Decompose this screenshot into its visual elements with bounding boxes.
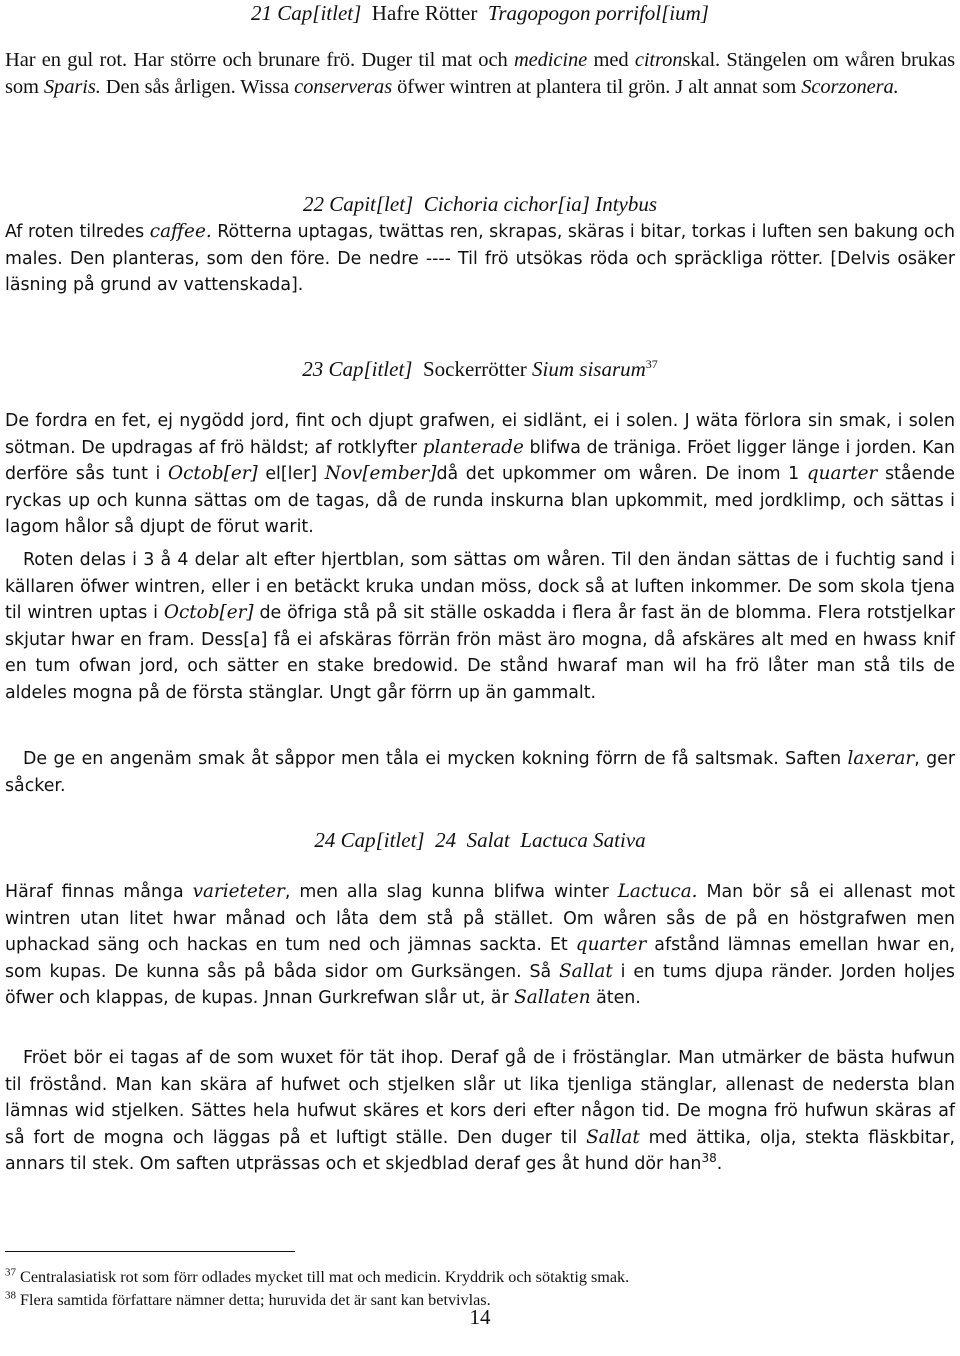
chapter-23-heading	[0, 356, 960, 382]
chapter-number: 21 Cap[itlet]	[251, 1, 362, 25]
chapter-23-paragraph-2: Roten delas i 3 å 4 delar alt efter hjertblan, som sättas om wåren. Til den ändan sättas de i fuchtig sand i källaren öfwer wintren, eller i en betäckt kruka undan möss, dock så at luften inkommer. De som skola tjena til wintren uptas i Octob[er] de öfriga stå på sit ställe oskadda i flera år fast än de blomma. Flera rotstjelkar skjutar hwar en fram. Dess[a] få ei afskäras förrän frön mäst äro mogna, då afskäres alt med en hwass knif en tum ofwan jord, och sätter en stake bredowid. De stånd hwaraf man wil ha frö låter man stå tils de aldeles mogna på de första stänglar. Ungt går förrn up än gammalt.	[5, 550, 955, 703]
chapter-24-paragraph-2: Fröet bör ei tagas af de som wuxet för tät ihop. Deraf gå de i fröstänglar. Man utmärker de bästa hufwun til fröstånd. Man kan skära af hufwet och stjelken slår ut lika tjenliga stänglar, allenast de nedersta blan lämnas wid stjelken. Sättes hela hufwut skäres et kors deri efter någon tid. De mogna frö hufwun skäras af så fort de mogna och läggas på et luftigt ställe. Den duger til Sallat med ättika, olja, stekta fläskbitar, annars til stek. Om saften utprässas och et skjedblad deraf ges åt hund dör han$^{38}$.	[5, 1048, 955, 1175]
page-number: 14	[469, 1305, 491, 1329]
footnote-text: Centralasiatisk rot som förr odlades mycket till mat och medicin. Kryddrik och sötaktig smak.	[20, 1268, 630, 1286]
chapter-22-heading	[0, 191, 960, 217]
footnote-ref: 37	[645, 357, 658, 371]
footnote-text: Flera samtida författare nämner detta; huruvida det är sant kan betvivlas.	[20, 1291, 491, 1309]
latin-name: Cichoria cichor[ia] Intybus	[423, 192, 658, 216]
plant-name: Salat	[466, 828, 510, 852]
footnote-ref: 38	[701, 1151, 717, 1166]
chapter-24-paragraph-1: Häraf finnas många varieteter, men alla slag kunna blifwa winter Lactuca. Man bör så ei allenast mot wintren utan litet hwar månad och låta dem stå på stället. Om wåren sås de på en höstgrafwen men uphackad säng och hackas en tum ned och jämnas sackta. Et quarter afstånd lämnas emellan hwar en, som kupas. De kunna sås på båda sidor om Gurksängen. Så Sallat i en tums djupa ränder. Jorden holjes öfwer och klappas, de kupas. Jnnan Gurkrefwan slår ut, är Sallaten äten.	[5, 881, 956, 1009]
chapter-21-paragraph: Har en gul rot. Har större och brunare frö. Duger til mat och medicine med citronskal. Stängelen om wåren brukas som Sparis. Den sås årligen. Wissa conserveras öfwer wintren at plantera til grön. J alt annat som Scorzonera.	[5, 49, 955, 98]
chapter-24-heading	[0, 827, 960, 853]
chapter-23-paragraph-1: De fordra en fet, ej nygödd jord, fint och djupt grafwen, ei sidlänt, ei i solen. J wäta förlora sin smak, i solen sötman. De updragas af frö häldst; af rotklyfter planterade blifwa de träniga. Fröet ligger länge i jorden. Kan derföre sås tunt i Octob[er] el[ler] Nov[ember]då det upkommer om wåren. De inom 1 quarter stående ryckas up och kunna sättas om de tagas, då de runda inskurna blan upkommit, med jordklimp, och sättas i lagom hålor så djupt de förut warit.	[5, 411, 955, 538]
chapter-22-paragraph: Af roten tilredes caffee. Rötterna uptagas, twättas ren, skrapas, skäras i bitar, torkas i luften sen bakung och males. Den planteras, som den före. De nedre ---- Til frö utsökas röda och spräckliga rötter. [Delvis osäker läsning på grund av vattenskada].	[5, 221, 955, 296]
chapter-number: 23 Cap[itlet]	[302, 357, 413, 381]
chapter-number: 24 Cap[itlet]	[314, 828, 425, 852]
footnote-divider	[5, 1251, 295, 1252]
chapter-number: 22 Capit[let]	[302, 192, 414, 216]
footnote-number: 38	[5, 1289, 16, 1302]
chapter-21-heading	[0, 0, 960, 26]
plant-name: Sockerrötter	[422, 357, 527, 381]
plant-name: Hafre Rötter	[371, 1, 478, 25]
footnote-37	[5, 1265, 955, 1289]
footnote-number: 37	[5, 1266, 16, 1279]
latin-name: Tragopogon porrifol[ium]	[487, 1, 709, 25]
chapter-23-paragraph-3: De ge en angenäm smak åt såppor men tåla ei mycken kokning förrn de få saltsmak. Saften laxerar, ger såcker.	[5, 748, 955, 796]
latin-name: Sium sisarum	[532, 357, 646, 381]
latin-name: Lactuca Sativa	[520, 828, 646, 852]
chapter-subnumber: 24	[435, 828, 457, 852]
